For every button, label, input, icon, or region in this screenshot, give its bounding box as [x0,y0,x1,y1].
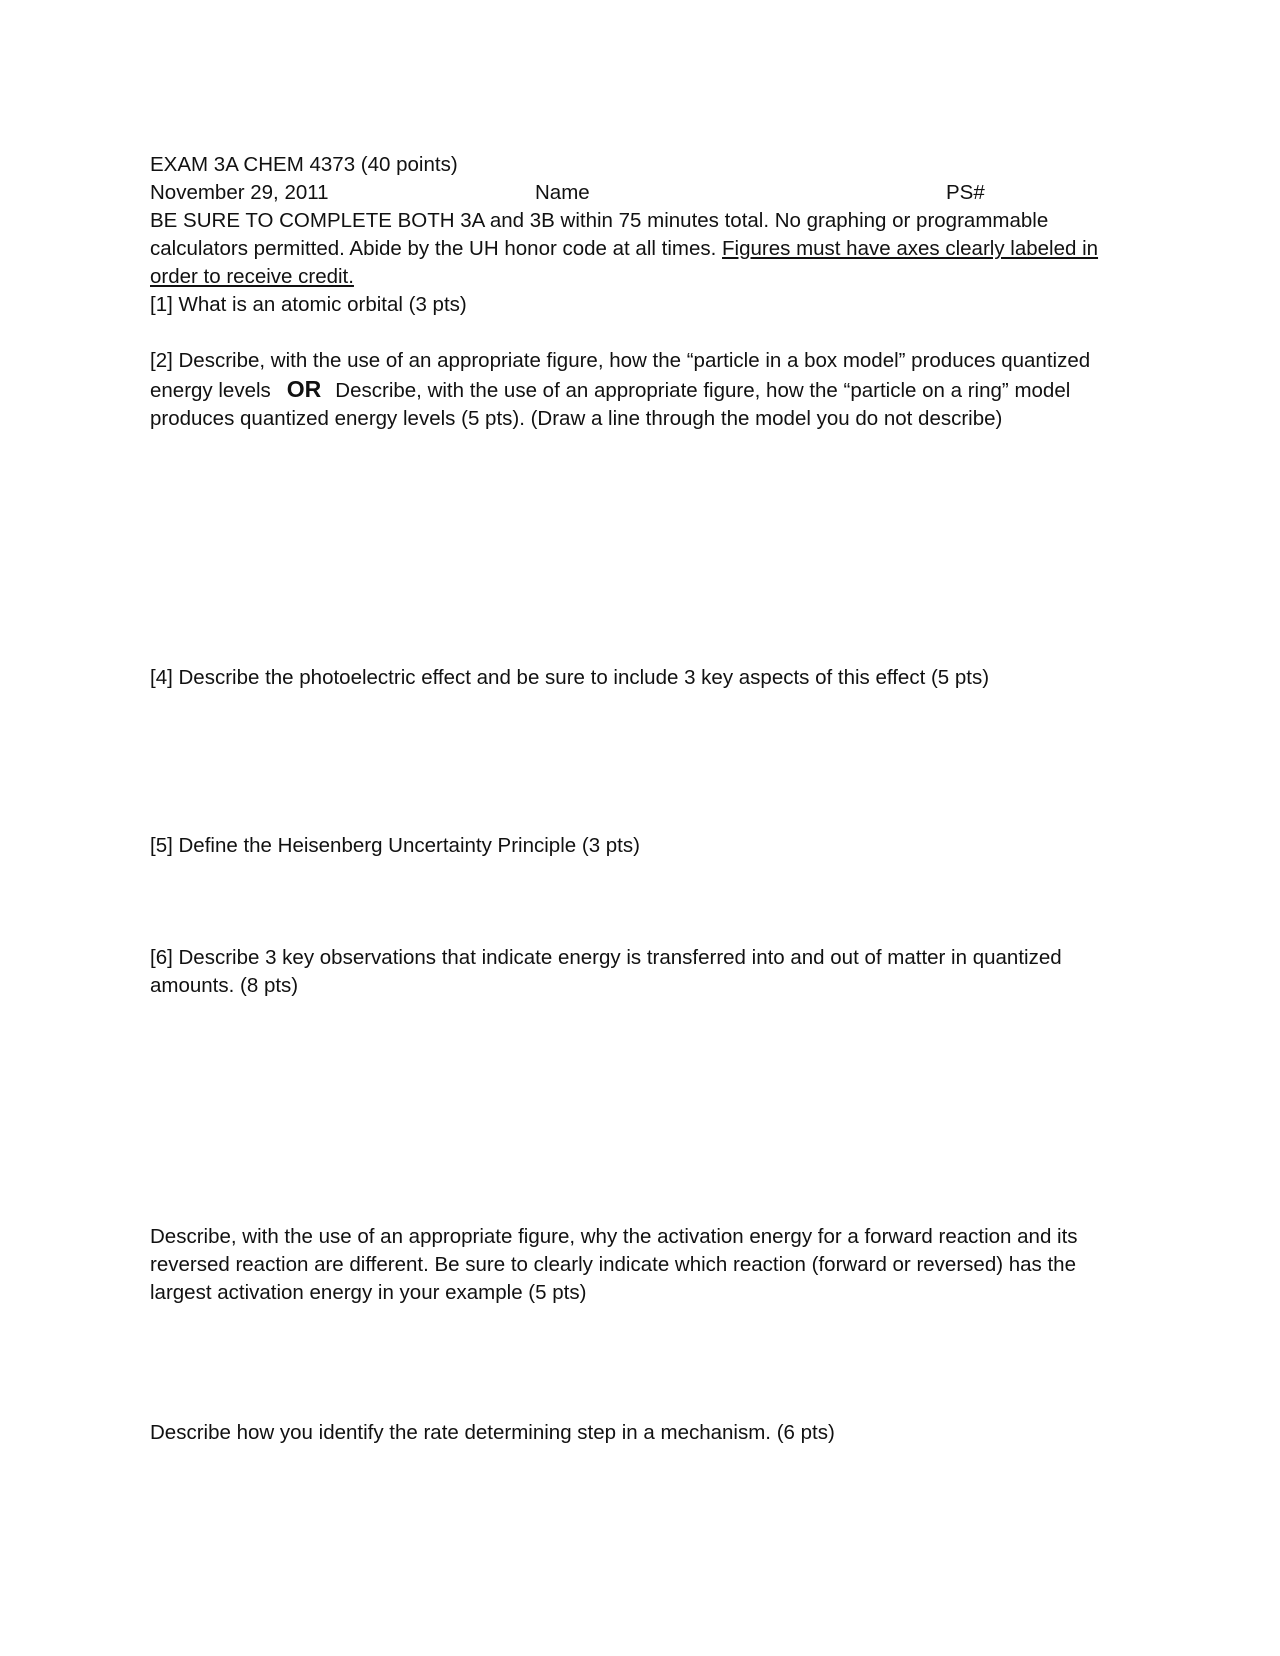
instructions-text: BE SURE TO COMPLETE BOTH 3A and 3B within 75 minutes total. No graphing or programmable calculators permitted. Abide by the UH honor code at all times. [150,209,1049,260]
question-4: [4] Describe the photoelectric effect and be sure to include 3 key aspects of this effect (5 pts) [150,666,990,689]
question-5: [5] Define the Heisenberg Uncertainty Principle (3 pts) [150,834,640,857]
question-2-part-1: [2] Describe, with the use of an appropriate figure, how the “particle in a box model” produces quantized energy levels [150,349,1091,402]
instructions [150,207,1120,291]
exam-title: EXAM 3A CHEM 4373 (40 points) [150,153,458,176]
question-8: Describe how you identify the rate determining step in a mechanism. (6 pts) [150,1421,835,1444]
ps-number-label: PS# [946,181,985,204]
question-2 [150,347,1110,433]
question-1: [1] What is an atomic orbital (3 pts) [150,293,467,316]
question-6: [6] Describe 3 key observations that indicate energy is transferred into and out of matter in quantized amounts. (8 pts) [150,946,1062,997]
instructions-underlined: Figures must have axes clearly labeled in order to receive credit. [150,237,1099,288]
question-2-or: OR [286,376,322,402]
exam-date: November 29, 2011 [150,181,329,204]
name-label: Name [535,181,590,204]
question-2-part-2: Describe, with the use of an appropriate figure, how the “particle on a ring” model produces quantized energy levels (5 pts). (Draw a line through the model you do not describe) [150,379,1071,430]
question-7: Describe, with the use of an appropriate figure, why the activation energy for a forward reaction and its reversed reaction are different. Be sure to clearly indicate which reaction (forward or reversed) has the largest activation energy in your example (5 pts) [150,1225,1078,1304]
